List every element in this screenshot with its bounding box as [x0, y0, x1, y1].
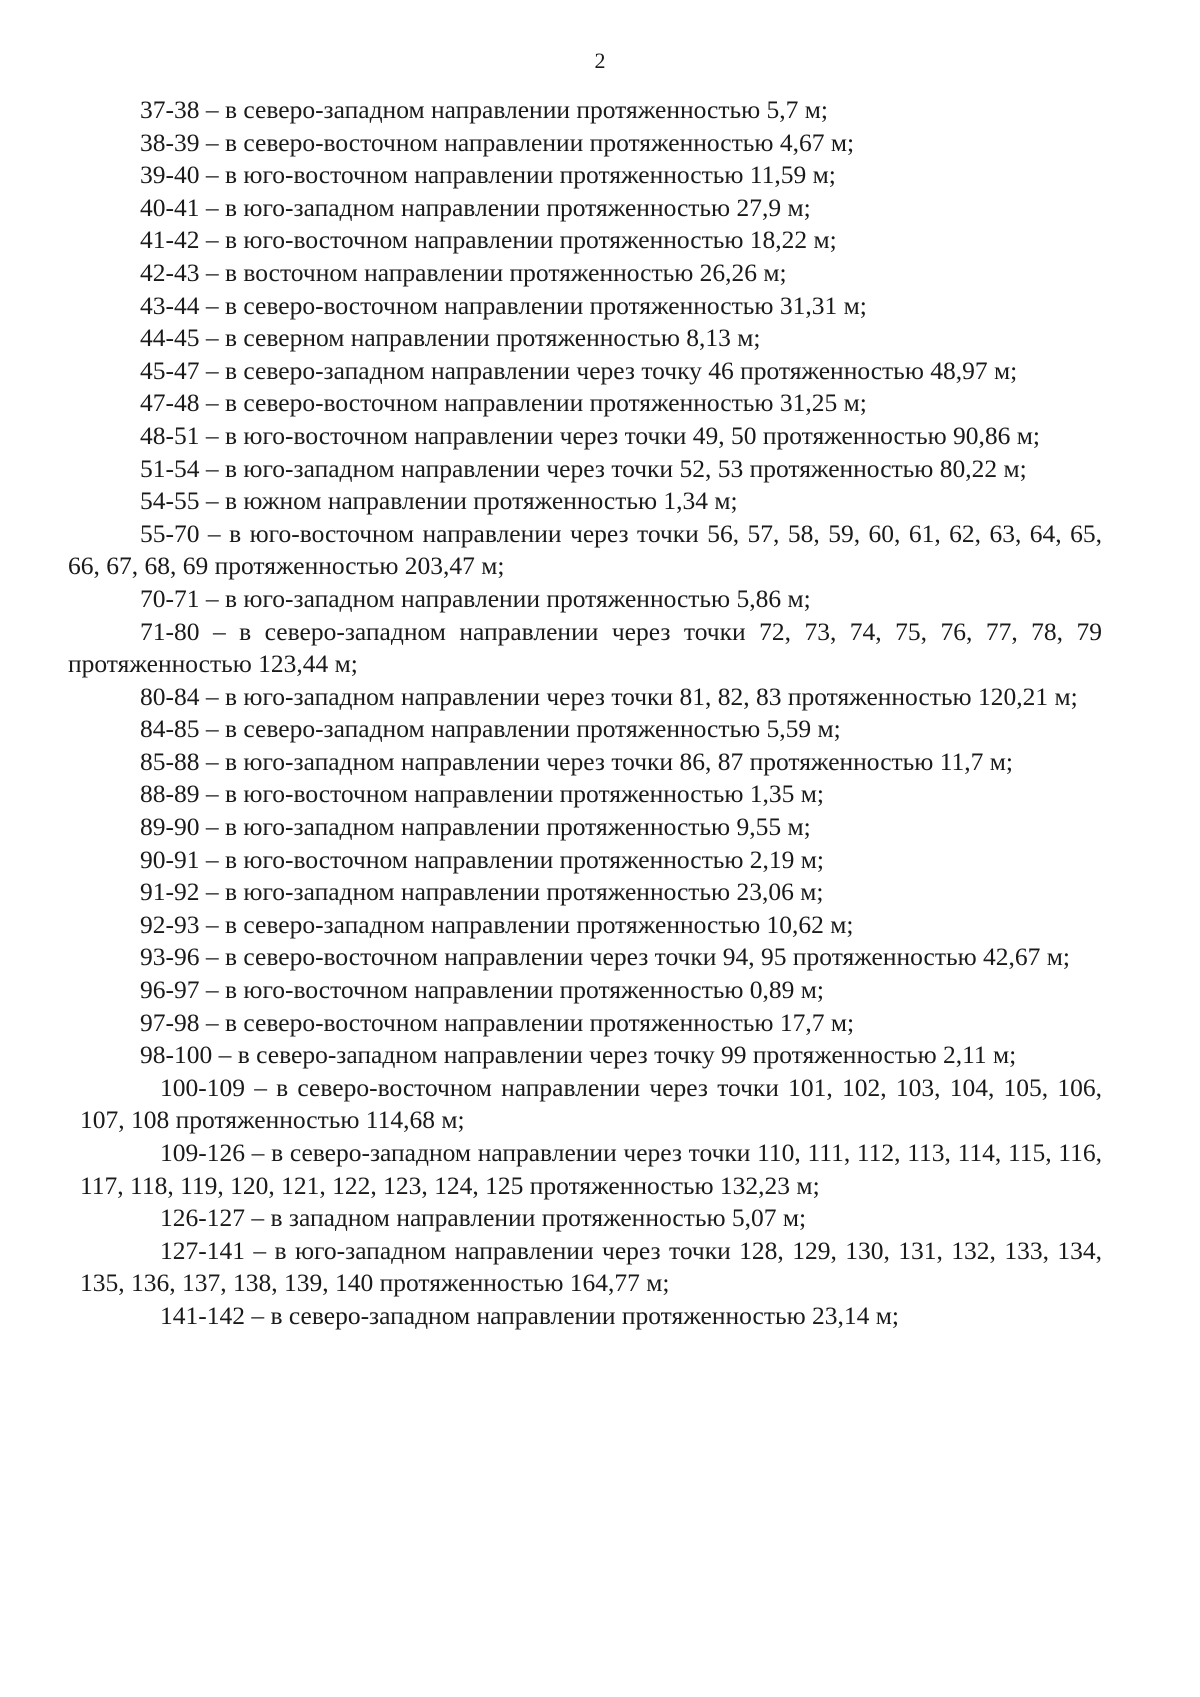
boundary-segment-39-40: 39-40 – в юго-восточном направлении протяженностью 11,59 м; [140, 160, 836, 190]
boundary-segment-41-42: 41-42 – в юго-восточном направлении протяженностью 18,22 м; [140, 225, 837, 255]
boundary-segment-90-91: 90-91 – в юго-восточном направлении протяженностью 2,19 м; [140, 844, 825, 874]
boundary-segment-45-47: 45-47 – в северо-западном направлении через точку 46 протяженностью 48,97 м; [140, 355, 1018, 385]
document-body [68, 94, 1102, 1333]
boundary-segment-40-41: 40-41 – в юго-западном направлении протяженностью 27,9 м; [140, 192, 811, 222]
boundary-segment-93-96: 93-96 – в северо-восточном направлении через точки 94, 95 протяженностью 42,67 м; [140, 942, 1071, 972]
boundary-segment-126-127: 126-127 – в западном направлении протяженностью 5,07 м; [160, 1203, 807, 1233]
boundary-segment-109-126: 109-126 – в северо-западном направлении через точки 110, 111, 112, 113, 114, 115, 116, 117, 118, 119, 120, 121, 122, 123, 124, 125 протяженностью 132,23 м; [80, 1138, 1102, 1200]
boundary-segment-70-71: 70-71 – в юго-западном направлении протяженностью 5,86 м; [140, 583, 811, 613]
boundary-segment-51-54: 51-54 – в юго-западном направлении через точки 52, 53 протяженностью 80,22 м; [140, 453, 1027, 483]
boundary-segment-89-90: 89-90 – в юго-западном направлении протяженностью 9,55 м; [140, 812, 811, 842]
boundary-segment-38-39: 38-39 – в северо-восточном направлении протяженностью 4,67 м; [140, 127, 855, 157]
boundary-segment-37-38: 37-38 – в северо-западном направлении протяженностью 5,7 м; [140, 95, 828, 124]
boundary-segment-100-109: 100-109 – в северо-восточном направлении через точки 101, 102, 103, 104, 105, 106, 107, 108 протяженностью 114,68 м; [80, 1072, 1102, 1135]
boundary-segment-127-141: 127-141 – в юго-западном направлении через точки 128, 129, 130, 131, 132, 133, 134, 135, 136, 137, 138, 139, 140 протяженностью 164,77 м; [80, 1235, 1102, 1298]
boundary-segment-96-97: 96-97 – в юго-восточном направлении протяженностью 0,89 м; [140, 975, 825, 1005]
boundary-segment-47-48: 47-48 – в северо-восточном направлении протяженностью 31,25 м; [140, 388, 867, 418]
boundary-segment-97-98: 97-98 – в северо-восточном направлении протяженностью 17,7 м; [140, 1007, 855, 1037]
boundary-segment-80-84: 80-84 – в юго-западном направлении через точки 81, 82, 83 протяженностью 120,21 м; [140, 681, 1078, 711]
boundary-segment-91-92: 91-92 – в юго-западном направлении протяженностью 23,06 м; [140, 877, 824, 907]
boundary-segment-71-80: 71-80 – в северо-западном направлении через точки 72, 73, 74, 75, 76, 77, 78, 79 протяженностью 123,44 м; [68, 616, 1102, 679]
boundary-segment-92-93: 92-93 – в северо-западном направлении протяженностью 10,62 м; [140, 909, 854, 939]
page-number: 2 [594, 48, 606, 73]
boundary-segment-84-85: 84-85 – в северо-западном направлении протяженностью 5,59 м; [140, 714, 841, 744]
boundary-segment-141-142: 141-142 – в северо-западном направлении протяженностью 23,14 м; [160, 1300, 899, 1330]
boundary-segment-54-55: 54-55 – в южном направлении протяженностью 1,34 м; [140, 486, 738, 516]
boundary-segment-98-100: 98-100 – в северо-западном направлении через точку 99 протяженностью 2,11 м; [140, 1040, 1017, 1070]
boundary-segment-48-51: 48-51 – в юго-восточном направлении через точки 49, 50 протяженностью 90,86 м; [140, 420, 1040, 450]
boundary-segment-88-89: 88-89 – в юго-восточном направлении протяженностью 1,35 м; [140, 779, 825, 809]
boundary-segment-44-45: 44-45 – в северном направлении протяженностью 8,13 м; [140, 323, 761, 353]
boundary-segment-55-70: 55-70 – в юго-восточном направлении через точки 56, 57, 58, 59, 60, 61, 62, 63, 64, 65, 66, 67, 68, 69 протяженностью 203,47 м; [68, 518, 1102, 581]
boundary-segment-85-88: 85-88 – в юго-западном направлении через точки 86, 87 протяженностью 11,7 м; [140, 746, 1013, 776]
boundary-segment-43-44: 43-44 – в северо-восточном направлении протяженностью 31,31 м; [140, 290, 867, 320]
boundary-segment-42-43: 42-43 – в восточном направлении протяженностью 26,26 м; [140, 257, 787, 287]
